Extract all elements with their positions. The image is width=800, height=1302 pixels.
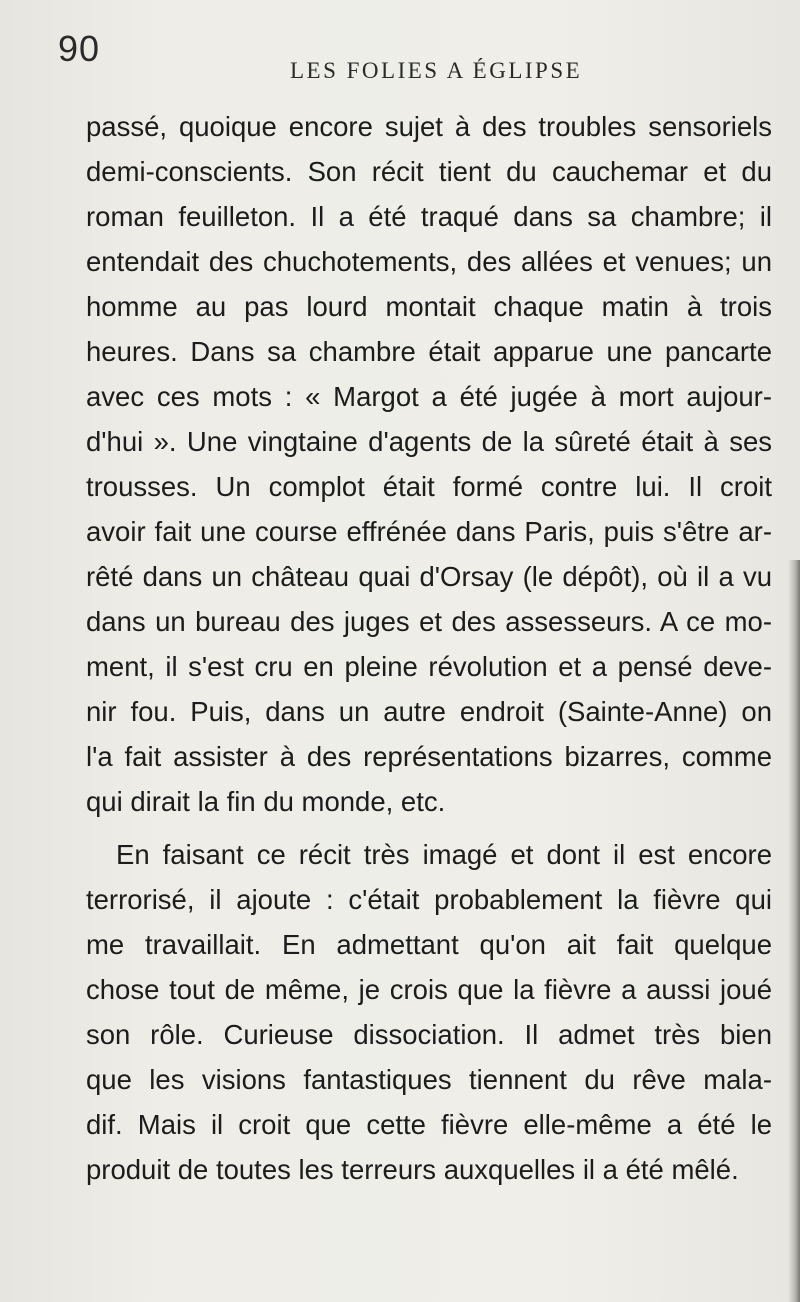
paragraph-2 (86, 832, 772, 1192)
text-line: que les visions fantastiques tiennent du rêve mala- (86, 1064, 772, 1095)
text-line: demi-conscients. Son récit tient du cauchemar et du (86, 156, 772, 187)
text-line: son rôle. Curieuse dissociation. Il admet très bien (86, 1019, 772, 1050)
text-line: dif. Mais il croit que cette fièvre elle-même a été le (86, 1109, 772, 1140)
text-line: avec ces mots : « Margot a été jugée à mort aujour- (86, 381, 772, 412)
text-line: terrorisé, il ajoute : c'était probablement la fièvre qui (86, 884, 772, 915)
body-text (86, 104, 772, 1192)
text-line: homme au pas lourd montait chaque matin à trois (86, 291, 772, 322)
text-line: d'hui ». Une vingtaine d'agents de la sûreté était à ses (86, 426, 772, 457)
paragraph-1 (86, 104, 772, 824)
text-line: chose tout de même, je crois que la fièvre a aussi joué (86, 974, 772, 1005)
text-line: qui dirait la fin du monde, etc. (86, 786, 446, 817)
text-line: me travaillait. En admettant qu'on ait fait quelque (86, 929, 772, 960)
text-line: produit de toutes les terreurs auxquelles il a été mêlé. (86, 1154, 739, 1185)
text-line: heures. Dans sa chambre était apparue une pancarte (86, 336, 772, 367)
text-line: avoir fait une course effrénée dans Paris, puis s'être ar- (86, 516, 772, 547)
text-line: dans un bureau des juges et des assesseurs. A ce mo- (86, 606, 772, 637)
text-line: roman feuilleton. Il a été traqué dans sa chambre; il (86, 201, 772, 232)
text-line: En faisant ce récit très imagé et dont il est encore (116, 839, 772, 870)
text-line: rêté dans un château quai d'Orsay (le dépôt), où il a vu (86, 561, 772, 592)
page-number: 90 (58, 28, 101, 69)
paragraph-gap (86, 824, 772, 832)
text-line: entendait des chuchotements, des allées et venues; un (86, 246, 772, 277)
text-line: passé, quoique encore sujet à des troubles sensoriels (86, 111, 772, 142)
text-line: ment, il s'est cru en pleine révolution et a pensé deve- (86, 651, 772, 682)
page-edge-shadow (788, 560, 800, 1302)
text-line: trousses. Un complot était formé contre lui. Il croit (86, 471, 772, 502)
running-head: LES FOLIES A ÉGLIPSE (290, 58, 583, 83)
text-line: l'a fait assister à des représentations bizarres, comme (86, 741, 772, 772)
text-line: nir fou. Puis, dans un autre endroit (Sainte-Anne) on (86, 696, 772, 727)
